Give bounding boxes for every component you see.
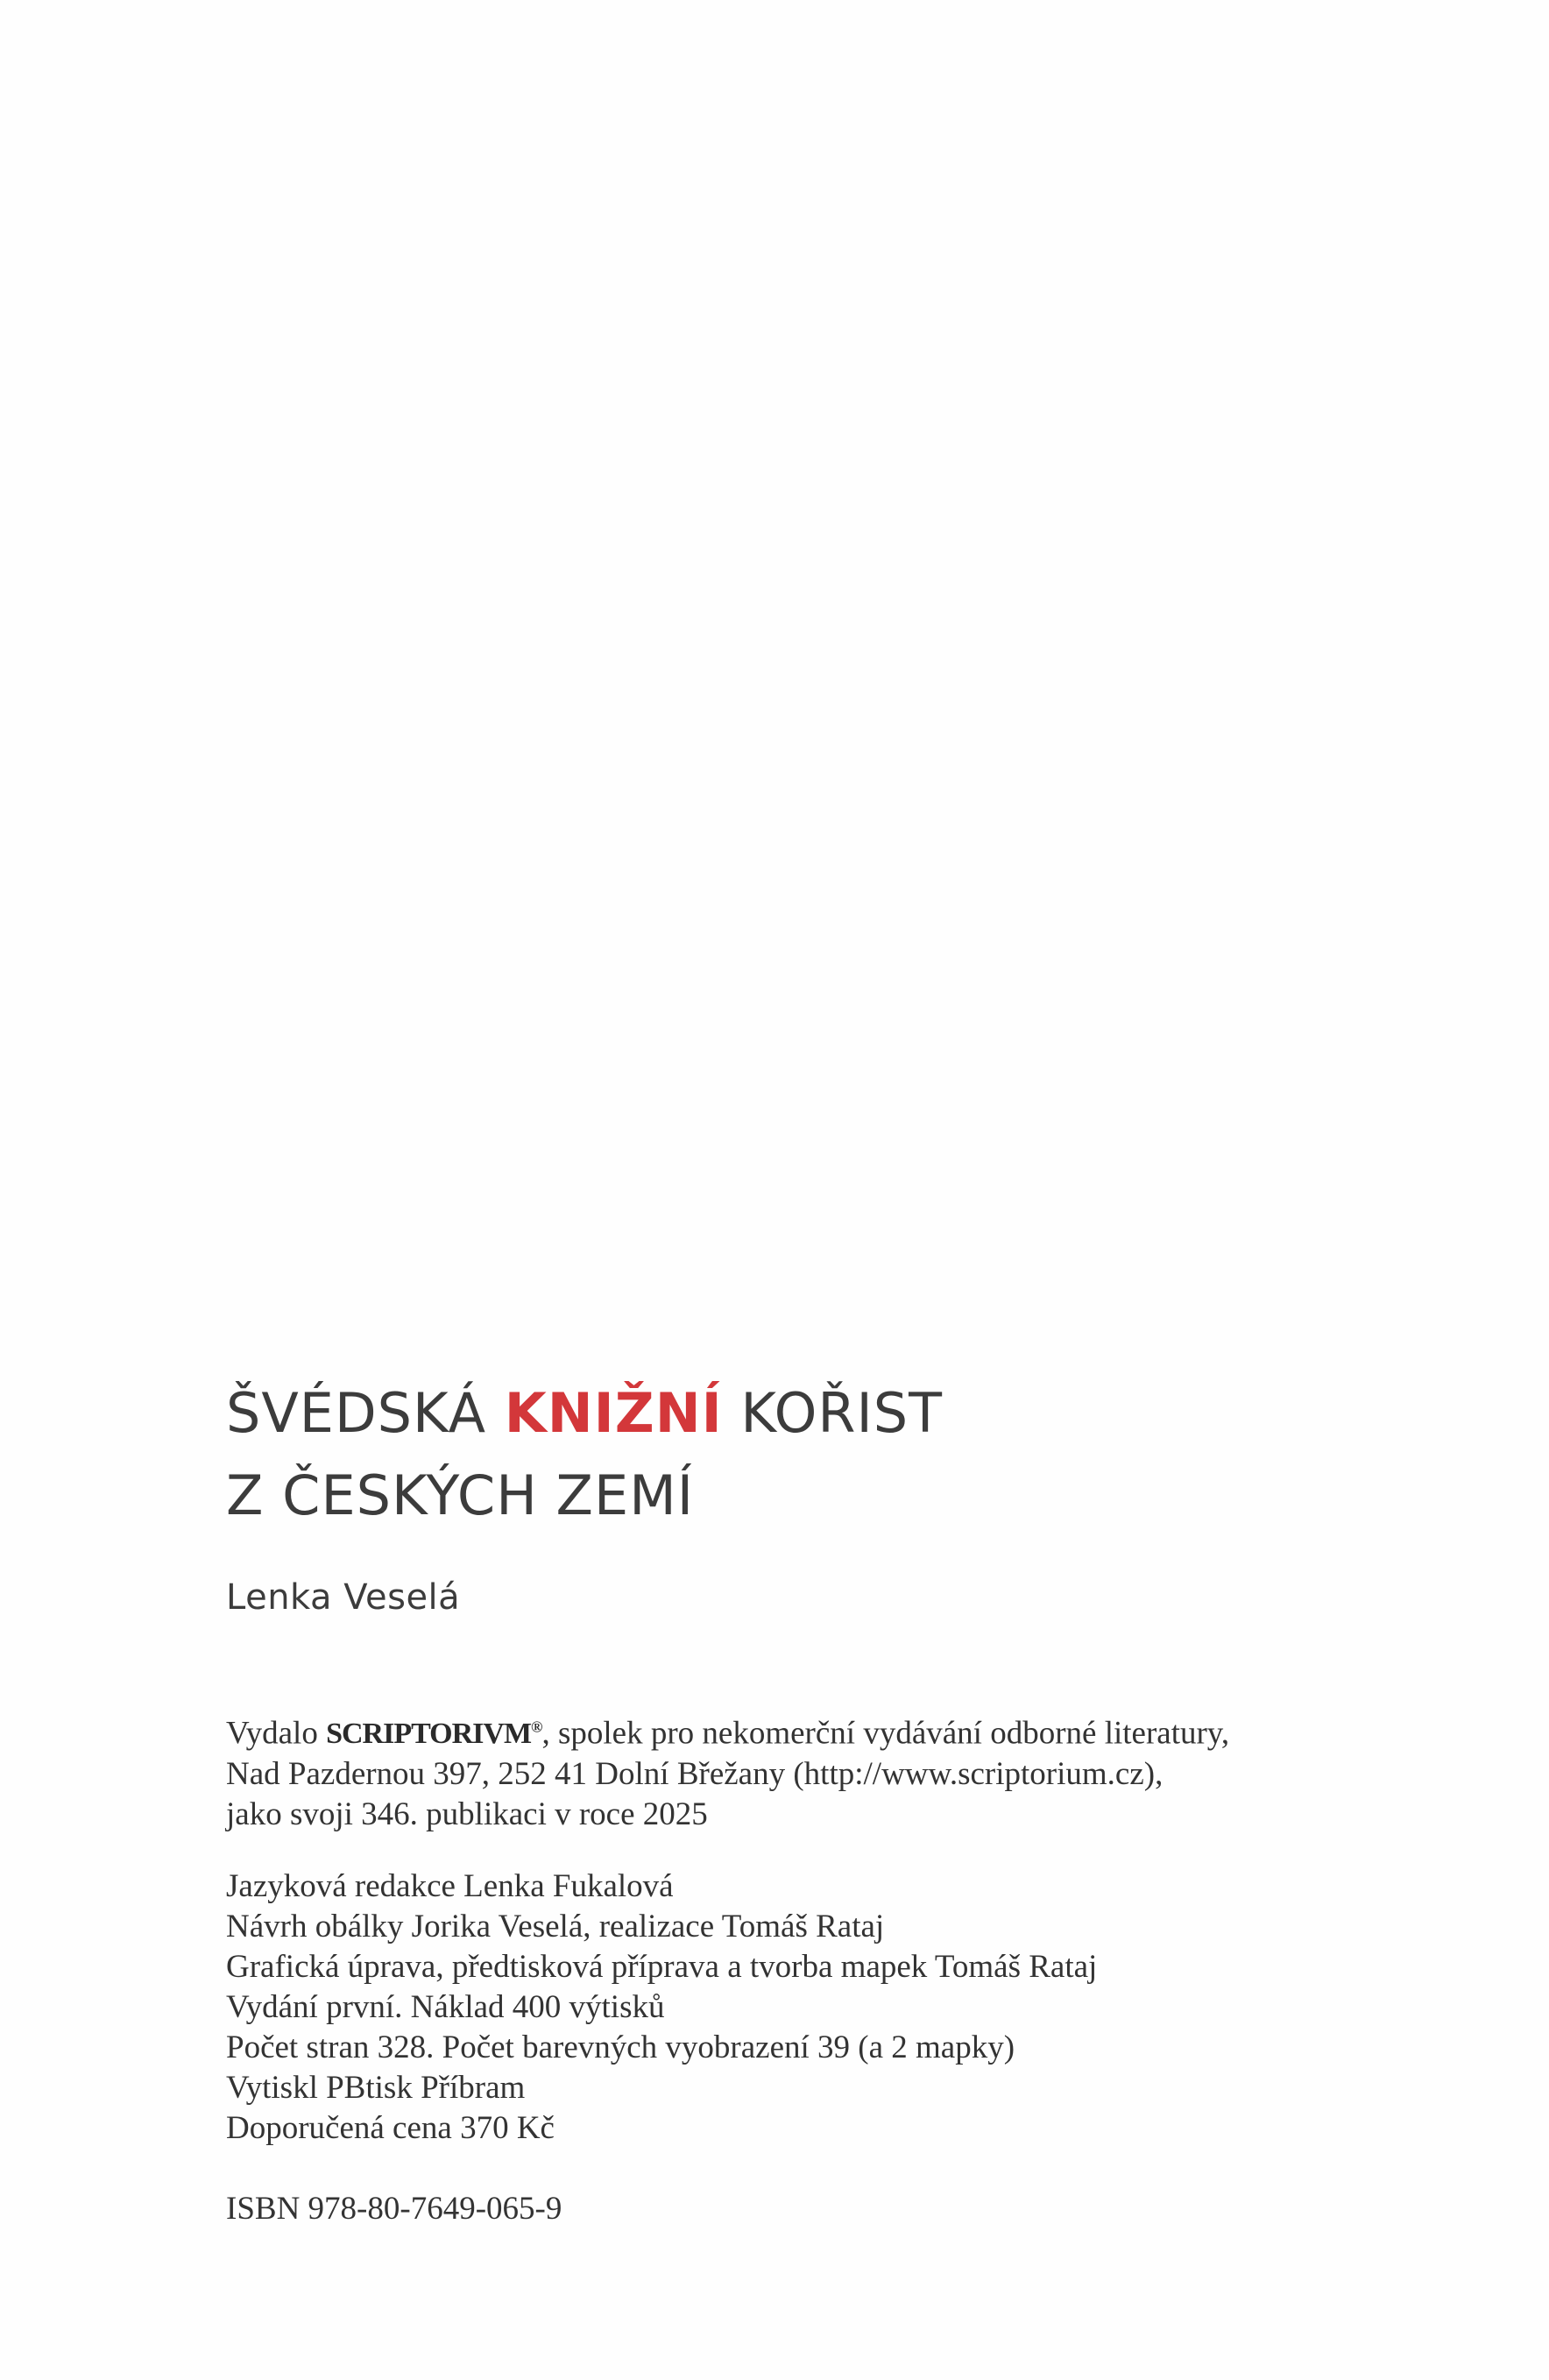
credit-line: Návrh obálky Jorika Veselá, realizace Tomáš Rataj	[226, 1909, 885, 1944]
registered-mark: ®	[531, 1718, 542, 1736]
publisher-suffix: , spolek pro nekomerční vydávání odborné literatury,	[541, 1715, 1230, 1752]
author-name: Lenka Veselá	[226, 1577, 461, 1618]
publisher-line-1	[226, 1707, 1229, 1754]
credits-list	[226, 1866, 1097, 2149]
publisher-info	[226, 1707, 1229, 1835]
scriptorium-logo	[326, 1718, 541, 1750]
publisher-prefix: Vydalo	[226, 1715, 327, 1752]
credit-line: Vytiskl PBtisk Příbram	[226, 2070, 526, 2106]
publication-number: jako svoji 346. publikaci v roce 2025	[226, 1796, 708, 1833]
credit-line: Vydání první. Náklad 400 výtisků	[226, 1989, 665, 2025]
credit-line: Doporučená cena 370 Kč	[226, 2110, 555, 2146]
logo-text: SCRIPTORIVM	[326, 1718, 532, 1751]
title-line-2: Z ČESKÝCH ZEMÍ	[226, 1463, 694, 1527]
title-accent-word: KNIŽNÍ	[504, 1381, 723, 1445]
publisher-address: Nad Pazdernou 397, 252 41 Dolní Břežany (http://www.scriptorium.cz),	[226, 1756, 1164, 1793]
credit-line: Grafická úprava, předtisková příprava a tvorba mapek Tomáš Rataj	[226, 1949, 1098, 1985]
title-part-2: KOŘIST	[722, 1381, 944, 1445]
title-line-1	[226, 1372, 943, 1455]
credit-line: Počet stran 328. Počet barevných vyobrazení 39 (a 2 mapky)	[226, 2029, 1015, 2065]
book-title	[226, 1372, 943, 1537]
credit-line: Jazyková redakce Lenka Fukalová	[226, 1868, 674, 1904]
isbn: ISBN 978-80-7649-065-9	[226, 2191, 562, 2227]
title-part-1: ŠVÉDSKÁ	[226, 1381, 505, 1445]
